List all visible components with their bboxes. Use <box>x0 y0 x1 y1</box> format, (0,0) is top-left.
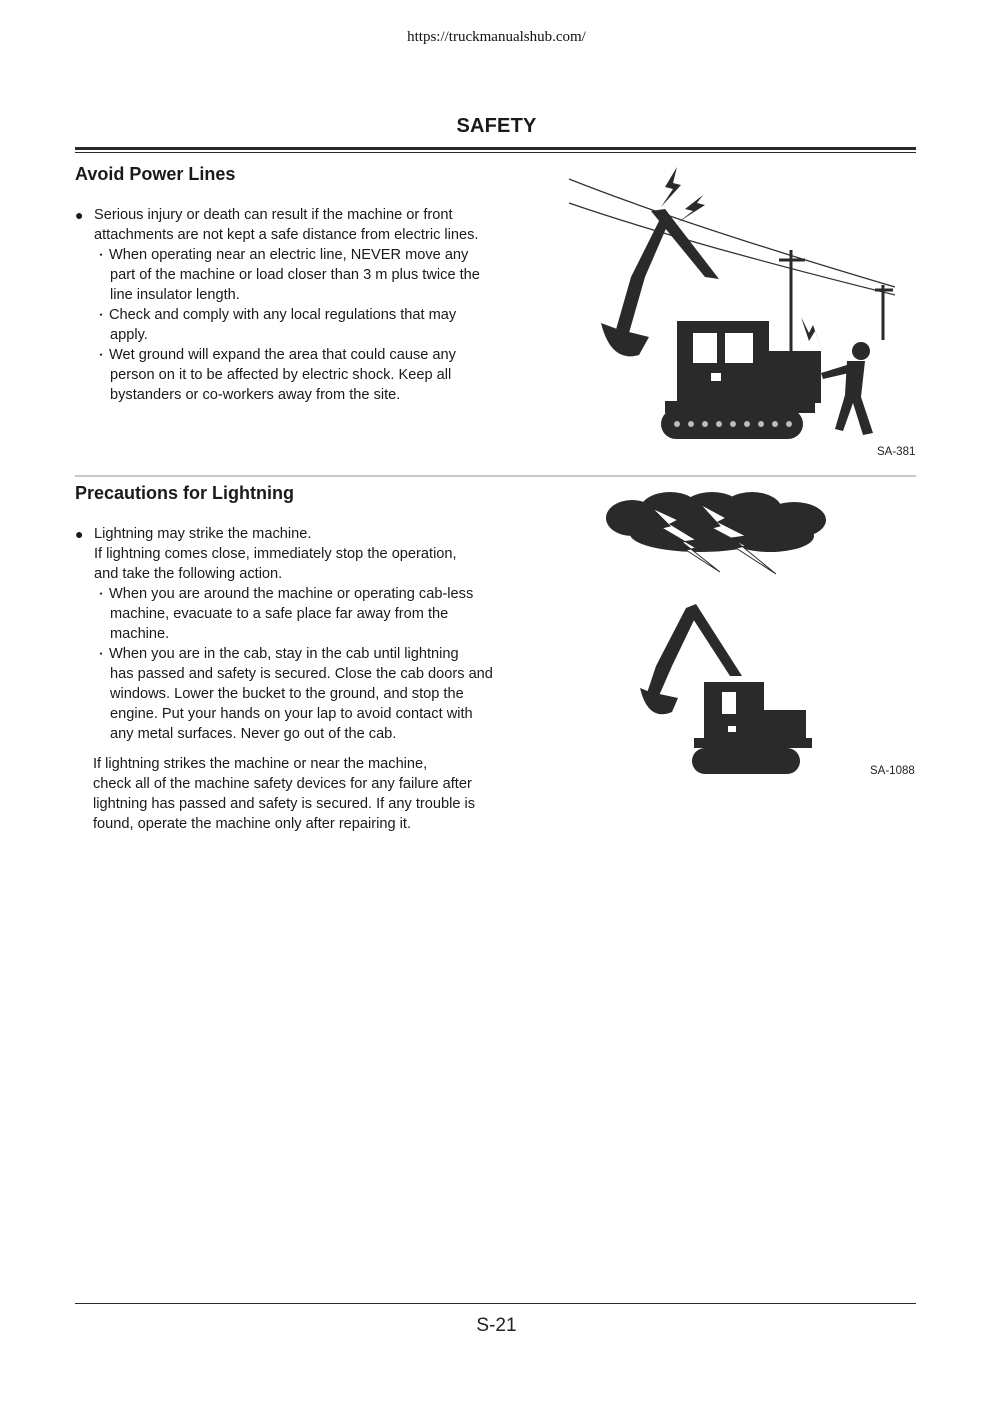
text-line: apply. <box>110 327 148 343</box>
page-title: SAFETY <box>456 115 537 137</box>
page-number: S-21 <box>476 1315 517 1336</box>
sub-bullet-item: ・ Wet ground will expand the area that could cause any <box>95 347 456 363</box>
text-line: machine. <box>110 626 170 642</box>
section-heading-power-lines: Avoid Power Lines <box>75 164 236 184</box>
sub-bullet-dot-icon: ・ <box>95 647 108 661</box>
sub-bullet-dot-icon: ・ <box>95 308 108 322</box>
sub-bullet-dot-icon: ・ <box>95 587 108 601</box>
source-url[interactable]: https://truckmanualshub.com/ <box>407 29 586 45</box>
text-line: and take the following action. <box>94 566 283 582</box>
lightning-excavator-illustration <box>600 490 840 780</box>
text-line: person on it to be affected by electric shock. Keep all <box>110 367 452 383</box>
bullet-item: ● Serious injury or death can result if the machine or front <box>75 207 453 223</box>
section-body-power-lines <box>75 205 525 405</box>
text-line: attachments are not kept a safe distance from electric lines. <box>94 227 479 243</box>
text-line: lightning has passed and safety is secured. If any trouble is <box>93 796 476 812</box>
section-heading-lightning: Precautions for Lightning <box>75 483 294 503</box>
figure-caption-sa-1088: SA-1088 <box>870 765 915 777</box>
text-line: any metal surfaces. Never go out of the cab. <box>110 726 397 742</box>
sub-bullet-item: ・ When operating near an electric line, NEVER move any <box>95 247 469 263</box>
section-body-lightning <box>75 524 525 834</box>
text-line: has passed and safety is secured. Close the cab doors and <box>110 666 493 682</box>
bullet-dot-icon: ● <box>75 207 84 223</box>
text-line: If lightning comes close, immediately stop the operation, <box>94 546 457 562</box>
title-rule-thin <box>75 152 916 153</box>
excavator-power-line-illustration <box>565 165 905 445</box>
sub-bullet-item: ・ Check and comply with any local regulations that may <box>95 307 457 323</box>
title-rule-thick <box>75 147 916 150</box>
sub-bullet-dot-icon: ・ <box>95 248 108 262</box>
text-line: bystanders or co-workers away from the site. <box>110 387 401 403</box>
section-divider <box>75 475 916 477</box>
figure-caption-sa-381: SA-381 <box>877 446 916 458</box>
footer-rule <box>75 1303 916 1304</box>
text-line: windows. Lower the bucket to the ground, and stop the <box>110 686 464 702</box>
bullet-dot-icon: ● <box>75 526 84 542</box>
text-line: line insulator length. <box>110 287 240 303</box>
text-line: machine, evacuate to a safe place far away from the <box>110 606 449 622</box>
text-line: engine. Put your hands on your lap to avoid contact with <box>110 706 473 722</box>
sub-bullet-item: ・ When you are around the machine or operating cab-less <box>95 586 474 602</box>
text-line: check all of the machine safety devices for any failure after <box>93 776 472 792</box>
text-line: found, operate the machine only after repairing it. <box>93 816 412 832</box>
bullet-item: ● Lightning may strike the machine. <box>75 526 312 542</box>
text-line: If lightning strikes the machine or near the machine, <box>93 756 428 772</box>
paragraph-spacer <box>75 744 525 754</box>
sub-bullet-dot-icon: ・ <box>95 348 108 362</box>
text-line: part of the machine or load closer than 3 m plus twice the <box>110 267 480 283</box>
sub-bullet-item: ・ When you are in the cab, stay in the cab until lightning <box>95 646 459 662</box>
